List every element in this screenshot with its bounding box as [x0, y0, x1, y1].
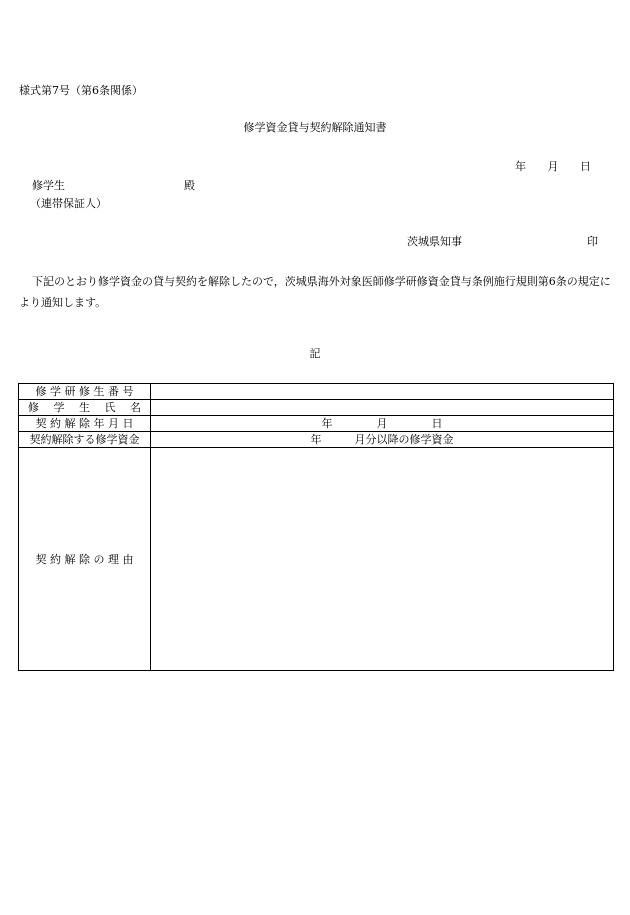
date-year-label: 年	[515, 160, 526, 173]
honorific: 殿	[184, 179, 195, 192]
table-row	[19, 432, 614, 448]
recipient-label: 修学生	[32, 179, 65, 192]
table-row	[19, 416, 614, 432]
student-name-value[interactable]	[151, 400, 614, 416]
termination-reason-label: 契 約 解 除 の 理 由	[19, 448, 151, 671]
document-title: 修学資金貸与契約解除通知書	[243, 121, 387, 134]
ki-heading: 記	[309, 347, 321, 360]
terminated-fund-label: 契約解除する修学資金	[19, 432, 151, 448]
form-number: 様式第7号（第6条関係）	[19, 84, 143, 97]
date-line	[515, 161, 591, 172]
termination-date-value[interactable]: 年 月 日	[151, 416, 614, 432]
student-number-label: 修 学 研 修 生 番 号	[19, 384, 151, 400]
terminated-fund-value[interactable]: 年 月分以降の修学資金	[151, 432, 614, 448]
date-day-label: 日	[580, 160, 591, 173]
seal-mark: 印	[587, 235, 598, 248]
notice-table	[18, 383, 614, 671]
guarantor-label: （連帯保証人）	[30, 197, 107, 210]
student-name-label: 修 学 生 氏 名	[19, 400, 151, 416]
termination-date-label: 契 約 解 除 年 月 日	[19, 416, 151, 432]
issuer-name: 茨城県知事	[407, 235, 462, 248]
date-month-label: 月	[547, 160, 559, 173]
table-row	[19, 400, 614, 416]
table-row	[19, 448, 614, 671]
notice-body: 下記のとおり修学資金の貸与契約を解除したので，茨城県海外対象医師修学研修資金貸与条例施行規則第6条の規定により通知します。	[19, 275, 611, 309]
termination-reason-value[interactable]	[151, 448, 614, 671]
table-row	[19, 384, 614, 400]
student-number-value[interactable]	[151, 384, 614, 400]
